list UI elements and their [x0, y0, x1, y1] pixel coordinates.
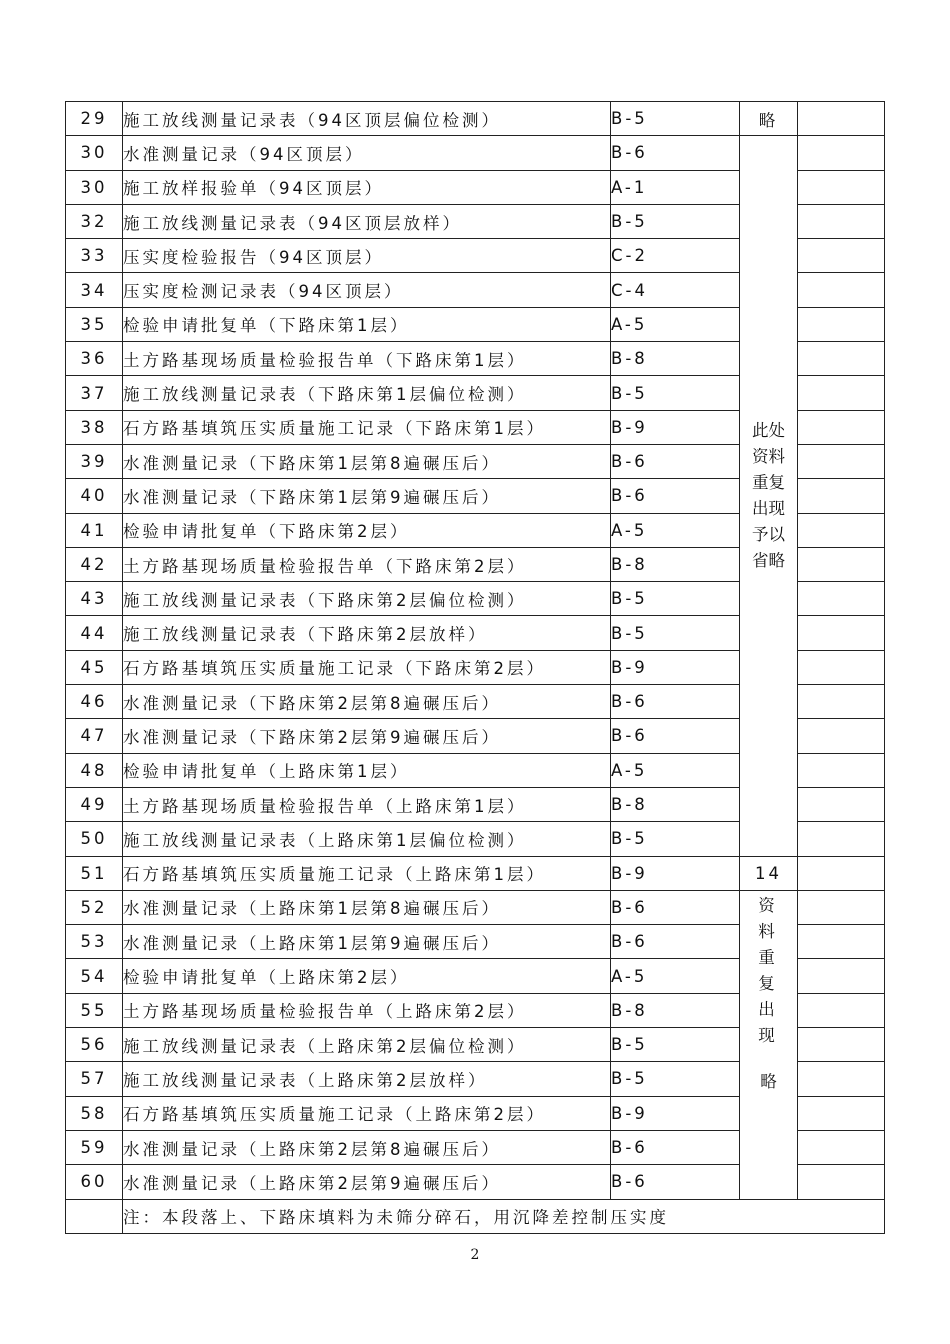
document-name: 施工放样报验单（94区顶层）: [123, 170, 611, 204]
row-number: 36: [66, 342, 123, 376]
blank-cell: [798, 925, 885, 959]
form-code: B-6: [611, 890, 740, 924]
form-code: B-9: [611, 650, 740, 684]
document-name: 水准测量记录（上路床第2层第8遍碾压后）: [123, 1130, 611, 1164]
blank-cell: [798, 1130, 885, 1164]
document-name: 水准测量记录（下路床第1层第9遍碾压后）: [123, 479, 611, 513]
blank-cell: [798, 170, 885, 204]
document-name: 压实度检测记录表（94区顶层）: [123, 273, 611, 307]
form-code: B-8: [611, 993, 740, 1027]
remark-omit-text: 略: [760, 1071, 777, 1091]
blank-cell: [798, 479, 885, 513]
form-code: B-9: [611, 856, 740, 890]
document-name: 石方路基填筑压实质量施工记录（上路床第2层）: [123, 1096, 611, 1130]
blank-cell: [798, 1165, 885, 1199]
blank-cell: [798, 787, 885, 821]
blank-cell: [798, 1062, 885, 1096]
document-name: 压实度检验报告（94区顶层）: [123, 239, 611, 273]
document-name: 检验申请批复单（上路床第1层）: [123, 753, 611, 787]
blank-cell: [798, 685, 885, 719]
document-name: 检验申请批复单（下路床第2层）: [123, 513, 611, 547]
row-number: 37: [66, 376, 123, 410]
form-code: B-6: [611, 925, 740, 959]
document-name: 施工放线测量记录表（上路床第1层偏位检测）: [123, 822, 611, 856]
row-number: 51: [66, 856, 123, 890]
row-number: 32: [66, 204, 123, 238]
remark-cell: 略: [740, 102, 798, 136]
row-number: 47: [66, 719, 123, 753]
remark-repeat-text: 资料重复出现: [758, 895, 779, 1045]
row-number: 42: [66, 547, 123, 581]
blank-cell: [798, 616, 885, 650]
form-code: B-8: [611, 342, 740, 376]
document-name: 水准测量记录（下路床第2层第8遍碾压后）: [123, 685, 611, 719]
row-number: 45: [66, 650, 123, 684]
row-number: 49: [66, 787, 123, 821]
row-number: 35: [66, 307, 123, 341]
blank-cell: [798, 307, 885, 341]
blank-cell: [798, 410, 885, 444]
document-name: 水准测量记录（上路床第1层第8遍碾压后）: [123, 890, 611, 924]
row-number: 33: [66, 239, 123, 273]
table-row: [66, 890, 885, 924]
document-name: 水准测量记录（上路床第1层第9遍碾压后）: [123, 925, 611, 959]
form-code: C-4: [611, 273, 740, 307]
blank-cell: [798, 342, 885, 376]
blank-cell: [798, 890, 885, 924]
row-number: 29: [66, 102, 123, 136]
row-number: 58: [66, 1096, 123, 1130]
table-row: [66, 856, 885, 890]
document-name: 施工放线测量记录表（94区顶层偏位检测）: [123, 102, 611, 136]
blank-cell: [798, 102, 885, 136]
blank-cell: [798, 993, 885, 1027]
blank-cell: [798, 822, 885, 856]
form-code: A-5: [611, 959, 740, 993]
document-name: 检验申请批复单（上路床第2层）: [123, 959, 611, 993]
document-name: 水准测量记录（上路床第2层第9遍碾压后）: [123, 1165, 611, 1199]
remark-omitted-text: 此处资料重复出现予以省略: [752, 420, 785, 570]
blank-cell: [66, 1199, 123, 1233]
document-name: 水准测量记录（下路床第1层第8遍碾压后）: [123, 444, 611, 478]
form-code: C-2: [611, 239, 740, 273]
row-number: 30: [66, 136, 123, 170]
document-name: 土方路基现场质量检验报告单（上路床第1层）: [123, 787, 611, 821]
row-number: 56: [66, 1028, 123, 1062]
form-code: B-6: [611, 685, 740, 719]
document-name: 施工放线测量记录表（上路床第2层偏位检测）: [123, 1028, 611, 1062]
row-number: 43: [66, 582, 123, 616]
document-name: 施工放线测量记录表（下路床第2层放样）: [123, 616, 611, 650]
row-number: 30: [66, 170, 123, 204]
document-name: 石方路基填筑压实质量施工记录（下路床第2层）: [123, 650, 611, 684]
form-code: B-5: [611, 102, 740, 136]
form-code: B-6: [611, 1130, 740, 1164]
row-number: 52: [66, 890, 123, 924]
blank-cell: [798, 273, 885, 307]
blank-cell: [798, 753, 885, 787]
row-number: 46: [66, 685, 123, 719]
row-number: 60: [66, 1165, 123, 1199]
form-code: B-6: [611, 1165, 740, 1199]
row-number: 48: [66, 753, 123, 787]
form-code: B-5: [611, 204, 740, 238]
blank-cell: [798, 1096, 885, 1130]
row-number: 57: [66, 1062, 123, 1096]
form-code: A-5: [611, 307, 740, 341]
table-row: [66, 136, 885, 170]
document-name: 施工放线测量记录表（下路床第1层偏位检测）: [123, 376, 611, 410]
blank-cell: [798, 650, 885, 684]
blank-cell: [798, 513, 885, 547]
form-code: B-5: [611, 822, 740, 856]
form-code: B-5: [611, 616, 740, 650]
blank-cell: [798, 582, 885, 616]
blank-cell: [798, 136, 885, 170]
blank-cell: [798, 856, 885, 890]
form-code: B-6: [611, 136, 740, 170]
row-number: 55: [66, 993, 123, 1027]
document-name: 石方路基填筑压实质量施工记录（下路床第1层）: [123, 410, 611, 444]
blank-cell: [798, 444, 885, 478]
row-number: 34: [66, 273, 123, 307]
remark-cell: 14: [740, 856, 798, 890]
form-code: B-5: [611, 1062, 740, 1096]
document-name: 土方路基现场质量检验报告单（下路床第2层）: [123, 547, 611, 581]
form-code: B-9: [611, 410, 740, 444]
row-number: 53: [66, 925, 123, 959]
form-code: B-6: [611, 444, 740, 478]
row-number: 41: [66, 513, 123, 547]
form-code: B-8: [611, 547, 740, 581]
form-code: B-9: [611, 1096, 740, 1130]
remark-merged-cell: [740, 890, 798, 1199]
page-number: 2: [470, 1247, 480, 1263]
note-text: 注：本段落上、下路床填料为未筛分碎石，用沉降差控制压实度: [123, 1199, 885, 1233]
document-name: 水准测量记录（94区顶层）: [123, 136, 611, 170]
note-row: [66, 1199, 885, 1233]
form-code: B-8: [611, 787, 740, 821]
row-number: 54: [66, 959, 123, 993]
document-name: 土方路基现场质量检验报告单（上路床第2层）: [123, 993, 611, 1027]
blank-cell: [798, 547, 885, 581]
row-number: 40: [66, 479, 123, 513]
row-number: 39: [66, 444, 123, 478]
document-name: 检验申请批复单（下路床第1层）: [123, 307, 611, 341]
form-code: A-5: [611, 513, 740, 547]
document-name: 施工放线测量记录表（94区顶层放样）: [123, 204, 611, 238]
form-code: B-5: [611, 582, 740, 616]
form-code: B-5: [611, 376, 740, 410]
document-name: 施工放线测量记录表（上路床第2层放样）: [123, 1062, 611, 1096]
row-number: 44: [66, 616, 123, 650]
blank-cell: [798, 959, 885, 993]
row-number: 38: [66, 410, 123, 444]
blank-cell: [798, 719, 885, 753]
form-code: B-5: [611, 1028, 740, 1062]
blank-cell: [798, 376, 885, 410]
form-code: B-6: [611, 479, 740, 513]
document-name: 施工放线测量记录表（下路床第2层偏位检测）: [123, 582, 611, 616]
blank-cell: [798, 204, 885, 238]
form-code: A-1: [611, 170, 740, 204]
row-number: 59: [66, 1130, 123, 1164]
form-code: B-6: [611, 719, 740, 753]
records-table: [65, 101, 885, 1234]
remark-merged-cell: [740, 136, 798, 856]
form-code: A-5: [611, 753, 740, 787]
document-name: 水准测量记录（下路床第2层第9遍碾压后）: [123, 719, 611, 753]
document-name: 石方路基填筑压实质量施工记录（上路床第1层）: [123, 856, 611, 890]
document-name: 土方路基现场质量检验报告单（下路床第1层）: [123, 342, 611, 376]
blank-cell: [798, 239, 885, 273]
table-row: [66, 102, 885, 136]
blank-cell: [798, 1028, 885, 1062]
row-number: 50: [66, 822, 123, 856]
